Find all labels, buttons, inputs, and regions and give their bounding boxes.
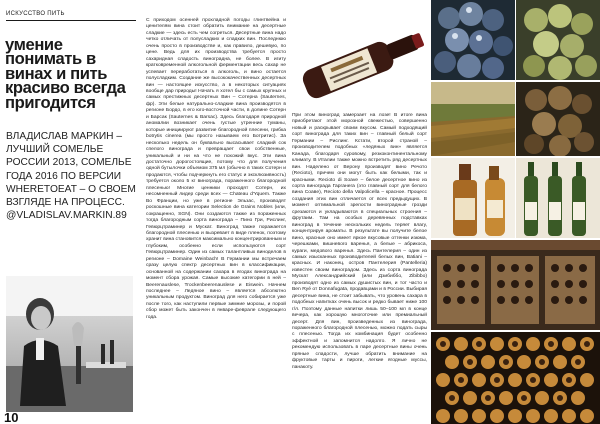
- portrait-photo: [6, 276, 133, 412]
- author-intro: ВЛАДИСЛАВ МАРКИН – ЛУЧШИЙ СОМЕЛЬЕ РОССИИ 2013, СОМЕЛЬЕ ГОДА 2016 ПО ВЕРСИИ WHERETOEAT – О СВОЕМ ВЗГЛЯДЕ НА ПРОЦЕСС. @VLADISLAV.MARKIN.89: [6, 131, 136, 222]
- icewine-bottle-photo: [431, 158, 515, 238]
- white-bottles-photo: [516, 158, 600, 238]
- article-column-1: С приходом осенней прохладной погоды глинтвейна и ценителям вина стоит обратить внимание на десертные сладкие — здесь есть чем согреться. Десертные вина надо четко отличать от полусладких и сладких вин. Последнюю очень просто в производстве и, как правило, дешевую, по цене. Ведь для их производства требуется просто сахаридная сладость виноградна, не более. В игиту кратковременной алкогольной ферментации весь сахар не успевает переработаться в алкоголь, и вино остается полусладким. Создание же высококачественных десертных вин — настоящее искусство, а в некоторых ситуациях вообще дар природы! Начать я хотел бы с самых крупных и самых престижных десертных Вин – Сотерна (Sauternes, фр). Эти белые натурально-сладкие вина производятся в регионе Бордо, в его юго-восточной части, в долине Сотерн и Барсак (Sauternes & Barsac). Здесь благодаря природной аномалии возникает очень густые утренние туманы, которые инициируют развитие благородной плесени, грибка botrytis cinerea (мы просто называем его Ботритис). За несколько недель он буквально высасывает сладкий сок спелого винограда и превращает свои собственные, уникальный и ни на что не похожий вкус. Эти вина достаточно дорогостоящие, потому что для получения одной бутылочки объемом 375 мл (обычно в таких Сотерн и продаются, чтобы подчеркнуть его статус и эксклюзивность) требуется около 5 кг винограда, пораженного благородной плесенью! Многие ценники проходят Сотерн, их несомненный лидер среди всех — Chateau d'Yquem. Также Во Франции, но уже в регионе Эльзас, производят роскошные вина категории Selection de Grains Nobles (или, сокращенно, SGN). Они создаются также из пораженных тогда благородным сорта винограда – Пино Гри, Рислинг, Гевюрцтраминер и Мускат. Виноград также поражается благородной плесенью и вызревает в виде пленок, поэтому хранит вина становится максимально концентрированным и глубоким, особенно если используются сорт Гевюрцтраминер. Один из самых талантливых виноделов в регионе – Domaine Weinbach! В Германии мы встречаем сразу целую спектр десертных вин в классификации, основанной на содержании сахара в ягодах винограда на момент сбора урожая. Самые высокие категории в ней – Beerenauslese, Trockenbeerenauslese и Eiswein. Начнем последнее – Ледяное вино – является абсолютно уникальным продуктом. Виноград для него собирается уже после того, как наступили первые зимние морозы, и порой сбор может быть закончен в январе-феврале следующего года.: [146, 18, 286, 320]
- article-column-2: При этом виноград замерзает на лозе! В итоге вина приобретают этой морозной свежестью, совершенно новый и раскрывает своим вкусом. Самый подходящий сорт винограда для таких вин – главный белый сорт Германии – Рислинг. Кстати, второй страной – производителем подобных «ледяных вин» является Канада, благодаря суровому, резкоконтинентальному климату. В Италии также можно встретить ряд десертных вин. Наделено от Верону производят вино Речото (Recioto), причем они могут быть как белыми, так и красными. Recioto di Soave – белое десертное вино из сорта винограда Гарганега (это главный сорт для белого вина Соаве), Recioto della Valpolicella – красное. Процесс создания этих вин отличается от всех предыдущих. В момент оптимальной зрелости виноградные грозди срезаются и укладываются в специальных строения – фрутаим. Там на особых деревянных подставках виноград в течение нескольких недель теряет влагу, концентрируя ароматы. В результате вы получите белое вино, красные оно имеет яркое вкусовые оттенки изюма, черешками, вишневого варенья, а белые – абрикоса, кураги, медового варенья. Здесь Пантелерия – один из самых изысканных производителей белых вин, Batiani – красных. И наконец, остров Пантелерия (Pantelleria) известен своим виноградом. Здесь из сорта винограда Мускат Александрийский (или Дзибиббо, Zibibbo) производят одно из самых душистых вин, и тот часто и Ben Ryé от Donnafugata, продавцами и в России. Выбирая десертные вина, не стоит забывать, что уровень сахара в подобных напитках очень высок и редко бывает ниже 100 г/л. Поэтому данные напитки лишь 50–100 мл в конце вечера, как хорошую многоточие или премиальный десерт. Для вин, произведенных из винограда, пораженного благородной плесенью, можно подать сыры с плесенью. Тогда их комбинация будет особенно эффектной и запомнится надолго. Я лично не рекомендую использовать в паре десертные вины очень пряные сладости, лучше обратить внимание на фруктовые тарты и пироги, легкие ягодные муссы, панакоту.: [292, 113, 427, 370]
- article-headline: умение понимать в винах и пить красиво всегда пригодится: [5, 35, 126, 112]
- wine-racks-photo: [431, 240, 600, 330]
- page-number: 10: [4, 410, 19, 424]
- vineyard-photo: [431, 82, 515, 156]
- bottle-photo-top: [290, 12, 430, 110]
- frosted-grapes-photo: [431, 0, 515, 80]
- wine-bottle-illustration: [290, 12, 430, 110]
- section-divider: [6, 20, 136, 21]
- portrait-illustration: [6, 276, 133, 412]
- cellar-bottles-photo: [431, 332, 600, 424]
- green-grapes-photo: [516, 0, 600, 80]
- botrytis-grapes-photo: [516, 82, 600, 156]
- section-label: ИСКУССТВО ПИТЬ: [6, 11, 65, 17]
